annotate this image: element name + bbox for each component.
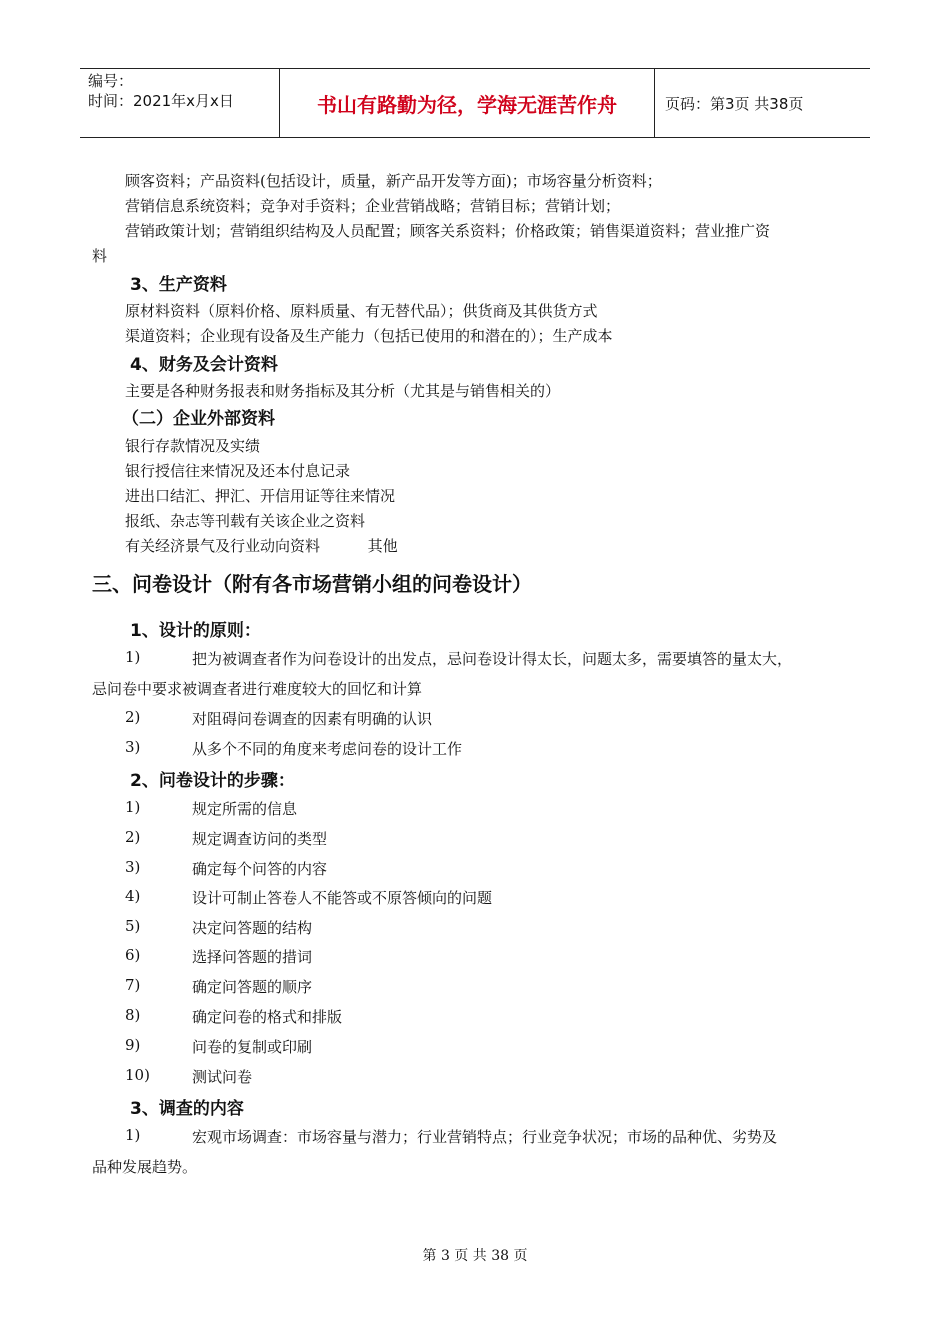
page-header xyxy=(80,68,870,138)
time-label: 时间：2021年x月x日 xyxy=(88,92,234,110)
heading: 4、财务及会计资料 xyxy=(130,355,278,375)
paragraph: 渠道资料；企业现有设备及生产能力（包括已使用的和潜在的）；生产成本 xyxy=(125,327,613,345)
paragraph: 报纸、杂志等刊载有关该企业之资料 xyxy=(125,512,366,530)
section-heading: 三、问卷设计（附有各市场营销小组的问卷设计） xyxy=(92,572,532,596)
list-item: 对阻碍问卷调查的因素有明确的认识 xyxy=(192,710,433,728)
list-item: 规定所需的信息 xyxy=(192,800,298,818)
list-number: 2) xyxy=(125,828,141,846)
header-motto: 书山有路勤为径，学海无涯苦作舟 xyxy=(280,69,655,137)
list-item: 规定调查访问的类型 xyxy=(192,830,328,848)
list-item: 设计可制止答卷人不能答或不原答倾向的问题 xyxy=(192,889,493,907)
list-number: 10) xyxy=(125,1066,150,1084)
heading: 3、调查的内容 xyxy=(130,1099,244,1119)
paragraph: 进出口结汇、押汇、开信用证等往来情况 xyxy=(125,487,396,505)
list-number: 1) xyxy=(125,798,141,816)
list-item: 把为被调查者作为问卷设计的出发点，忌问卷设计得太长，问题太多，需要填答的量太大， xyxy=(192,650,793,668)
paragraph: 顾客资料；产品资料(包括设计，质量，新产品开发等方面)；市场容量分析资料； xyxy=(125,172,662,190)
paragraph: 忌问卷中要求被调查者进行难度较大的回忆和计算 xyxy=(92,680,423,698)
paragraph: 料 xyxy=(92,247,108,265)
paragraph: 有关经济景气及行业动向资料 其他 xyxy=(125,537,398,555)
header-page-info: 页码：第3页 共38页 xyxy=(665,94,804,113)
paragraph: 银行授信往来情况及还本付息记录 xyxy=(125,462,351,480)
list-item: 决定问答题的结构 xyxy=(192,919,313,937)
paragraph: 营销信息系统资料；竞争对手资料；企业营销战略；营销目标；营销计划； xyxy=(125,197,621,215)
list-item: 确定问卷的格式和排版 xyxy=(192,1008,343,1026)
paragraph: 营销政策计划；营销组织结构及人员配置；顾客关系资料；价格政策；销售渠道资料；营业推广资 xyxy=(125,222,771,240)
list-number: 6) xyxy=(125,946,141,964)
heading: 2、问卷设计的步骤： xyxy=(130,771,295,791)
list-number: 3) xyxy=(125,738,141,756)
list-item: 从多个不同的角度来考虑问卷的设计工作 xyxy=(192,740,463,758)
heading: 1、设计的原则： xyxy=(130,621,261,641)
list-item: 宏观市场调查：市场容量与潜力；行业营销特点；行业竞争状况；市场的品种优、劣势及 xyxy=(192,1128,778,1146)
list-number: 4) xyxy=(125,887,141,905)
paragraph: 主要是各种财务报表和财务指标及其分析（尤其是与销售相关的） xyxy=(125,382,561,400)
list-item: 确定问答题的顺序 xyxy=(192,978,313,996)
paragraph: 原材料资料（原料价格、原料质量、有无替代品）；供货商及其供货方式 xyxy=(125,302,598,320)
list-number: 5) xyxy=(125,917,141,935)
list-number: 3) xyxy=(125,858,141,876)
list-item: 选择问答题的措词 xyxy=(192,948,313,966)
list-item: 问卷的复制或印刷 xyxy=(192,1038,313,1056)
list-item: 测试问卷 xyxy=(192,1068,253,1086)
page-footer: 第 3 页 共 38 页 xyxy=(422,1248,528,1264)
header-meta xyxy=(80,69,280,137)
list-number: 2) xyxy=(125,708,141,726)
list-number: 1) xyxy=(125,1126,141,1144)
list-number: 9) xyxy=(125,1036,141,1054)
number-label: 编号： xyxy=(88,72,134,90)
list-number: 1) xyxy=(125,648,141,666)
heading: （二）企业外部资料 xyxy=(122,409,275,429)
list-number: 7) xyxy=(125,976,141,994)
paragraph: 银行存款情况及实绩 xyxy=(125,437,261,455)
heading: 3、生产资料 xyxy=(130,275,227,295)
paragraph: 品种发展趋势。 xyxy=(92,1158,198,1176)
list-number: 8) xyxy=(125,1006,141,1024)
list-item: 确定每个问答的内容 xyxy=(192,860,328,878)
